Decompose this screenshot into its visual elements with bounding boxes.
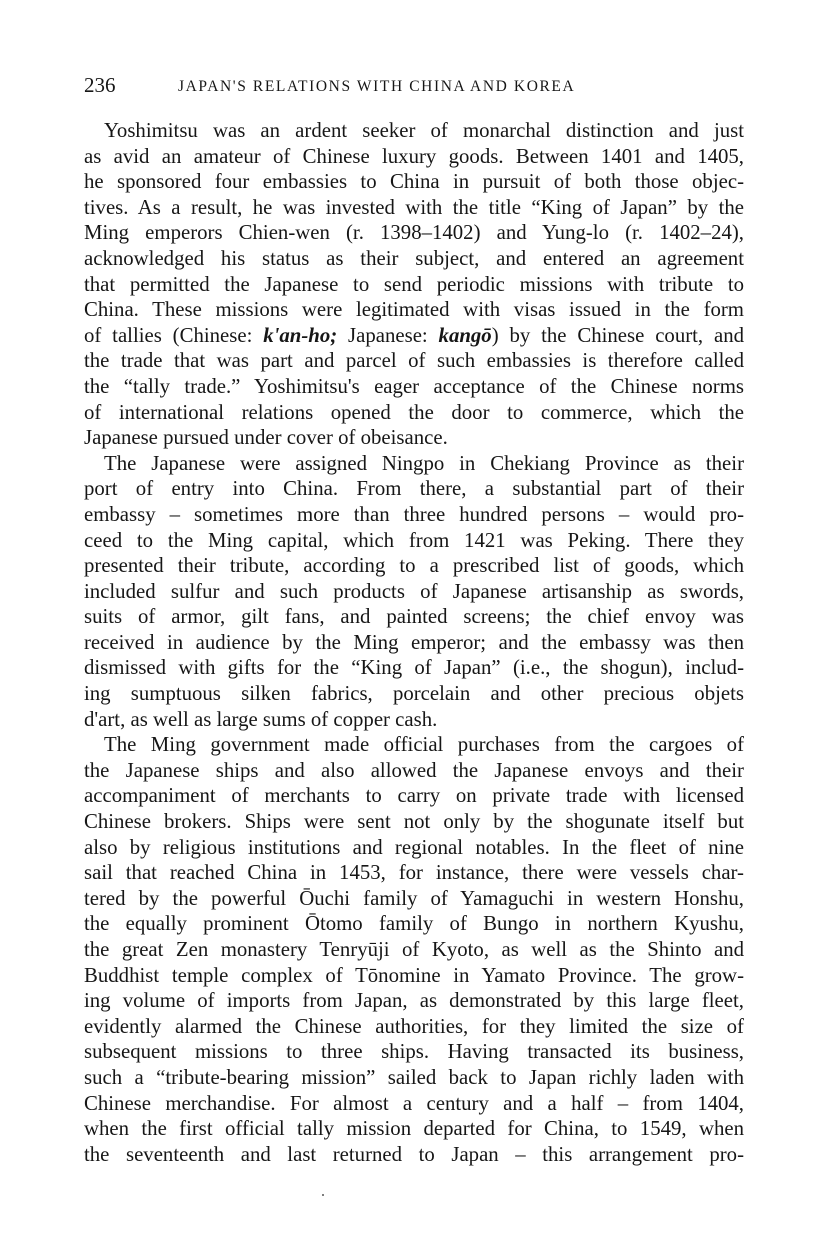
tallies-before: of tallies (Chinese: xyxy=(84,323,264,347)
text-line: dismissed with gifts for the “King of Japan” (i.e., the shogun), includ- xyxy=(84,656,744,680)
text-line: port of entry into China. From there, a substantial part of their xyxy=(84,477,744,501)
paragraph-3 xyxy=(84,732,744,1167)
text-line: accompaniment of merchants to carry on private trade with licensed xyxy=(84,784,744,808)
text-line: suits of armor, gilt fans, and painted screens; the chief envoy was xyxy=(84,605,744,629)
term-japanese-kango: kangō xyxy=(438,323,492,347)
paragraph-1 xyxy=(84,118,744,451)
text-line: also by religious institutions and regional notables. In the fleet of nine xyxy=(84,835,744,859)
text-line: of international relations opened the door to commerce, which the xyxy=(84,400,744,424)
text-line: the equally prominent Ōtomo family of Bungo in northern Kyushu, xyxy=(84,912,744,936)
tallies-after: ) by the Chinese court, and xyxy=(491,323,744,347)
text-line: the Japanese ships and also allowed the Japanese envoys and their xyxy=(84,758,744,782)
text-line: he sponsored four embassies to China in pursuit of both those objec- xyxy=(84,170,744,194)
page-number: 236 xyxy=(84,73,116,97)
text-line: received in audience by the Ming emperor; and the embassy was then xyxy=(84,630,744,654)
text-line: such a “tribute-bearing mission” sailed back to Japan richly laden with xyxy=(84,1065,744,1089)
text-line: China. These missions were legitimated with visas issued in the form xyxy=(84,298,744,322)
text-line: included sulfur and such products of Japanese artisanship as swords, xyxy=(84,579,744,603)
text-line: presented their tribute, according to a prescribed list of goods, which xyxy=(84,554,744,578)
text-line: acknowledged his status as their subject, and entered an agreement xyxy=(84,246,744,270)
text-line: the “tally trade.” Yoshimitsu's eager acceptance of the Chinese norms xyxy=(84,374,744,398)
text-line: Japanese pursued under cover of obeisance. xyxy=(84,426,448,450)
text-line: The Japanese were assigned Ningpo in Chekiang Province as their xyxy=(104,451,744,475)
text-line: sail that reached China in 1453, for instance, there were vessels char- xyxy=(84,861,744,885)
text-line: tives. As a result, he was invested with the title “King of Japan” by the xyxy=(84,195,744,219)
body-text xyxy=(84,118,744,1167)
text-line: d'art, as well as large sums of copper cash. xyxy=(84,707,438,731)
text-line: evidently alarmed the Chinese authorities, for they limited the size of xyxy=(84,1014,744,1038)
text-line: Ming emperors Chien-wen (r. 1398–1402) and Yung-lo (r. 1402–24), xyxy=(84,221,744,245)
text-line: embassy – sometimes more than three hundred persons – would pro- xyxy=(84,502,744,526)
text-line: the great Zen monastery Tenryūji of Kyoto, as well as the Shinto and xyxy=(84,938,744,961)
text-line: ceed to the Ming capital, which from 1421 was Peking. There they xyxy=(84,528,744,552)
term-chinese-kan-ho: k'an-ho; xyxy=(263,323,338,347)
text-line: Yoshimitsu was an ardent seeker of monarchal distinction and just xyxy=(104,119,744,142)
text-line: subsequent missions to three ships. Having transacted its business, xyxy=(84,1040,744,1064)
text-line: the trade that was part and parcel of such embassies is therefore called xyxy=(84,349,744,373)
text-line: Chinese merchandise. For almost a century and a half – from 1404, xyxy=(84,1091,744,1115)
text-line-tallies xyxy=(84,323,744,349)
text-line: the seventeenth and last returned to Japan – this arrangement pro- xyxy=(84,1142,744,1166)
text-line: when the first official tally mission departed for China, to 1549, when xyxy=(84,1117,744,1141)
text-line: Buddhist temple complex of Tōnomine in Yamato Province. The grow- xyxy=(84,963,744,987)
text-line: ing sumptuous silken fabrics, porcelain and other precious objets xyxy=(84,682,744,706)
text-line: as avid an amateur of Chinese luxury goods. Between 1401 and 1405, xyxy=(84,144,744,168)
running-title: JAPAN'S RELATIONS WITH CHINA AND KOREA xyxy=(178,78,576,95)
text-line: tered by the powerful Ōuchi family of Yamaguchi in western Honshu, xyxy=(84,886,744,910)
tallies-middle: Japanese: xyxy=(337,323,439,347)
print-speck xyxy=(322,1194,324,1196)
text-line: Chinese brokers. Ships were sent not only by the shogunate itself but xyxy=(84,810,744,834)
running-header xyxy=(84,70,744,100)
paragraph-2 xyxy=(84,451,744,733)
text-line: ing volume of imports from Japan, as demonstrated by this large fleet, xyxy=(84,989,744,1013)
text-line: that permitted the Japanese to send periodic missions with tribute to xyxy=(84,272,744,296)
text-line: The Ming government made official purchases from the cargoes of xyxy=(104,733,744,757)
